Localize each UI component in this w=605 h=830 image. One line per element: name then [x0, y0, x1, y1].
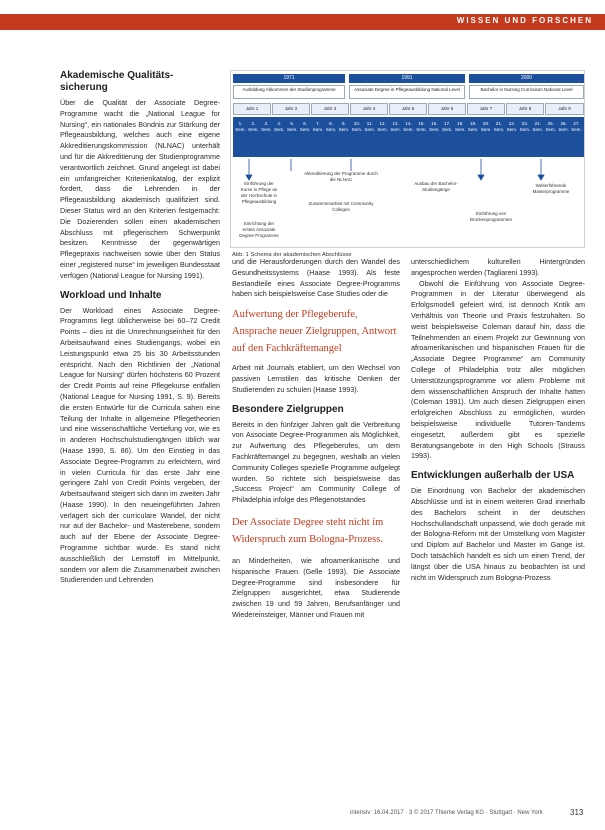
figure-desc: Einführung von Brückenprogrammen [469, 211, 513, 222]
semester-label: 5. Sem. [286, 121, 298, 132]
year-cell: Jahr 2 [272, 103, 310, 115]
figure-desc: Einführung der Kurse in Pflege an der Hochschule in Pflegeausbildung [240, 181, 278, 204]
column-left [60, 70, 220, 586]
section-band [0, 14, 605, 30]
semester-label: 1. Sem. [235, 121, 246, 132]
semester-label: 12. Sem. [377, 121, 388, 132]
semester-label: 13. Sem. [390, 121, 401, 132]
semester-label: 7. Sem. [312, 121, 324, 132]
phase-3: 2000 [469, 74, 584, 83]
year-cell: Jahr 4 [350, 103, 388, 115]
heading-workload: Workload und Inhalte [60, 289, 162, 301]
timeline-arrows [231, 71, 586, 249]
figure-desc: Zusammenarbeit mit Community Colleges [308, 201, 374, 212]
year-cell: Jahr 8 [506, 103, 544, 115]
semester-label: 2. Sem. [248, 121, 259, 132]
year-cell: Jahr 7 [467, 103, 505, 115]
semester-label: 23. Sem. [519, 121, 531, 132]
figure-desc: Weiterführende Masterprogramme [532, 183, 570, 194]
phase-box-3: Bachelor in Nursing Curriculum National Level [469, 85, 584, 99]
paragraph-minderheiten: an Minderheiten, wie afroamerikanische und hispanische Frauen (Gelle 1993). Die Associate Degree-Programme sind insbesondere für Zielgruppen ausgerichtet, etwa Studierende zwischen 19 und 59 Jahren, Berufsanfänger und Wiedereinsteiger, Männer und Frauen mit [232, 555, 400, 619]
semester-label: 9. Sem. [338, 121, 350, 132]
paragraph-workload: Der Workload eines Associate Degree-Programms liegt üblicherweise bei 60–72 Credit Points – dies ist die Umrechnungseinheit für den Arbeitsaufwand eines Studiengangs, wobei ein Leistungspunkt etwa 25 bis 30 Arbeitsstunden entspricht. Nach den Richtlinien der „National League for Nursing“ dürfen höchstens 60 Prozent der Credit Points auf reine Pflegekurse entfallen (National League for Nursing 1991, S. 9). Bereits die ersten Entwürfe für die Curricula sahen eine Teilung der Inhalte in allgemeine Pflegetheorien und eine wissenschaftliche Vertiefung vor, wie es in anderen Hochschulstudiengängen üblich war (Haase 1990, S. 86). Um den Einstieg in das Associate Degree-Programm zu erleichtern, wird in vielen Curricula für das erste Jahr eine geringere Zahl von Credit Points vergeben, der Arbeitsaufwand steigert sich dann im zweiten Jahr (Haase 1990). In den neueingeführten Jahren verlagert sich der curriculare Wandel, der nicht nur auf der Bachelor- und Masterebene, sondern auch auf der Ebene der Associate Degree-Programme sichtbar wurde. Es stand nicht ausschließlich der Lernstoff im Mittelpunkt, sondern vor allem die Zusammenarbeit zwischen Studierenden und Lehrenden [60, 305, 220, 585]
semester-label: 19. Sem. [467, 121, 479, 132]
phase-box-2: Associate Degree in Pflegeausbildung National Level [349, 85, 465, 99]
semester-label: 10. Sem. [351, 121, 363, 132]
semester-label: 6. Sem. [299, 121, 311, 132]
year-cell: Jahr 6 [428, 103, 466, 115]
phase-2: 1991 [349, 74, 465, 83]
semester-label: 27. Sem. [571, 121, 582, 132]
semester-label: 18. Sem. [454, 121, 466, 132]
year-cell: Jahr 1 [233, 103, 271, 115]
heading-qualitaetssicherung: Akademische Qualitäts-sicherung [60, 70, 174, 93]
semester-label: 17. Sem. [442, 121, 453, 132]
column-middle [232, 257, 400, 621]
semester-label: 8. Sem. [325, 121, 337, 132]
paragraph-zielgruppen: Bereits in den fünfziger Jahren galt die Verbreitung von Associate Degree-Programmen als Möglichkeit, zur Aufwertung des Pflegeberufes, um dem Fachkräftemangel zu begegnen, weshalb an vielen Community Colleges spezielle Programme aufgelegt wurden. So richtete sich beispielsweise das „Success Project“ am Community College of Philadelphia infolge des Pflegenotstandes [232, 419, 400, 505]
year-cell: Jahr 5 [389, 103, 427, 115]
paragraph-herausforderungen: und die Herausforderungen durch den Wandel des Gesundheitssystems (Haase 1993). Als feste Bestandteile eines Associate Degree-Programms haben sich beispielsweise Case Studies oder die [232, 257, 400, 299]
semester-label: 26. Sem. [558, 121, 569, 132]
paragraph-kulturell: unterschiedlichem kulturellen Hintergründen angesprochen werden (Tagliareni 1993). [411, 257, 585, 277]
heading-ausserhalb-usa: Entwicklungen außerhalb der USA [411, 470, 575, 482]
heading-zielgruppen: Besondere Zielgruppen [232, 403, 344, 415]
section-label: WISSEN UND FORSCHEN [456, 16, 593, 25]
phase-1: 1971 [233, 74, 345, 83]
figure-desc: Akkreditierung der Programme durch die NLNAC [304, 171, 378, 182]
pull-quote-aufwertung: Aufwertung der Pflegeberufe, Ansprache neuer Zielgruppen, Antwort auf den Fachkräftemangel [232, 309, 397, 355]
page-number: 313 [570, 808, 584, 817]
semester-label: 24. Sem. [532, 121, 544, 132]
figure-abschluesse [230, 70, 585, 248]
semester-label: 22. Sem. [506, 121, 518, 132]
semester-label: 14. Sem. [403, 121, 414, 132]
column-right [411, 257, 585, 583]
year-cell: Jahr 9 [545, 103, 584, 115]
semester-label: 11. Sem. [364, 121, 375, 132]
semester-label: 3. Sem. [261, 121, 272, 132]
paragraph-ausserhalb-usa: Die Einordnung von Bachelor der akademischen Abschlüsse und ist in einem weiteren Grad innerhalb des Bachelors scheint in der deutschen Hochschullandschaft unpassend, wie doch gerade mit der Bologna-Reform mit der Umstellung vom Magister und Diplom auf Bachelor und Master im Gange ist. Doch tatsächlich handelt es sich um einen Trend, der längst über die USA hinaus zu beobachten ist und nicht im Widerspruch zum Bologna-Prozess [411, 486, 585, 582]
paragraph-kritik: Obwohl die Einführung von Associate Degree-Programmen in der Literatur überwiegend als Erfolgsmodell gefeiert wird, ist dennoch Kritik am Verhältnis von Theorie und Praxis festzuhalten. So weist beispielsweise Coleman darauf hin, dass die Teilnehmenden an einem Projekt zur Gewinnung von afroamerikanischen und hispanischen Frauen für die „Associate Degree Programme“ am Community College of Philadelphia trotz aller möglichen Unterstützungsprogramme vor allem Probleme mit dem wissenschaftlichen Anspruch der Inhalte hatten (Coleman 1991). Um auch diesen Zielgruppen einen erfolgreichen Abschluss zu ermöglichen, wurden beispielsweise individuelle Tutoren-Tandems eingesetzt, außerdem gibt es spezielle Beratungsangebote in den High Schools (Strauss 1993). [411, 278, 585, 461]
phase-box-1: Ausbildung Abkommen der Studienprogramme [233, 85, 345, 99]
paragraph-qualitaetssicherung: Über die Qualität der Associate Degree-Programme wacht die „National League for Nursing“, ein nationales Bündnis zur Stärkung der Pflegeausbildung, welches auch eine eigene Akkreditierungskommission (NLNAC) unterhält und für die Akkreditierung der Studienprogramme verantwortlich zeichnet. Grund angelegt ist dabei ein umfangreicher Kriterienkatalog, der explizit fordert, dass die Lehrenden in der Pflegeausbildung akademisch qualifiziert sind. Dieser Status wird an den Kriterien festgemacht: Die Dozierenden sollen einen akademischen Abschluss mit pflegerischem Schwerpunkt besitzen. Kenntnisse der gegenwärtigen Pflegepraxis nachweisen sowie über den Status einer „registered nurse“ im jeweiligen Bundesstaat verfügen (National League for Nursing 1991). [60, 98, 220, 280]
year-cell: Jahr 3 [311, 103, 349, 115]
semester-label: 4. Sem. [274, 121, 285, 132]
semester-label: 16. Sem. [429, 121, 440, 132]
semester-label: 20. Sem. [480, 121, 492, 132]
page-content [60, 60, 585, 800]
semester-label: 15. Sem. [416, 121, 427, 132]
figure-desc: Ausbau der Bachelor-Studiengänge [414, 181, 458, 192]
paragraph-journals: Arbeit mit Journals etabliert, um den Wechsel von passiven Lernstilen das kritische Denken der Studierenden zu schulen (Haase 1993). [232, 363, 400, 394]
figure-desc: Einrichtung der ersten Associate Degree Programme [239, 221, 279, 238]
footer-citation: intensiv: 16.04.2017 · 3 © 2017 Thieme Verlag KG · Stuttgart · New York [350, 810, 543, 816]
semester-label: 21. Sem. [493, 121, 505, 132]
pull-quote-bologna: Der Associate Degree steht nicht im Widerspruch zum Bologna-Prozess. [232, 516, 384, 545]
semester-label: 25. Sem. [545, 121, 556, 132]
figure-caption: Abb. 1 Schema der akademischen Abschlüsse [232, 252, 352, 258]
